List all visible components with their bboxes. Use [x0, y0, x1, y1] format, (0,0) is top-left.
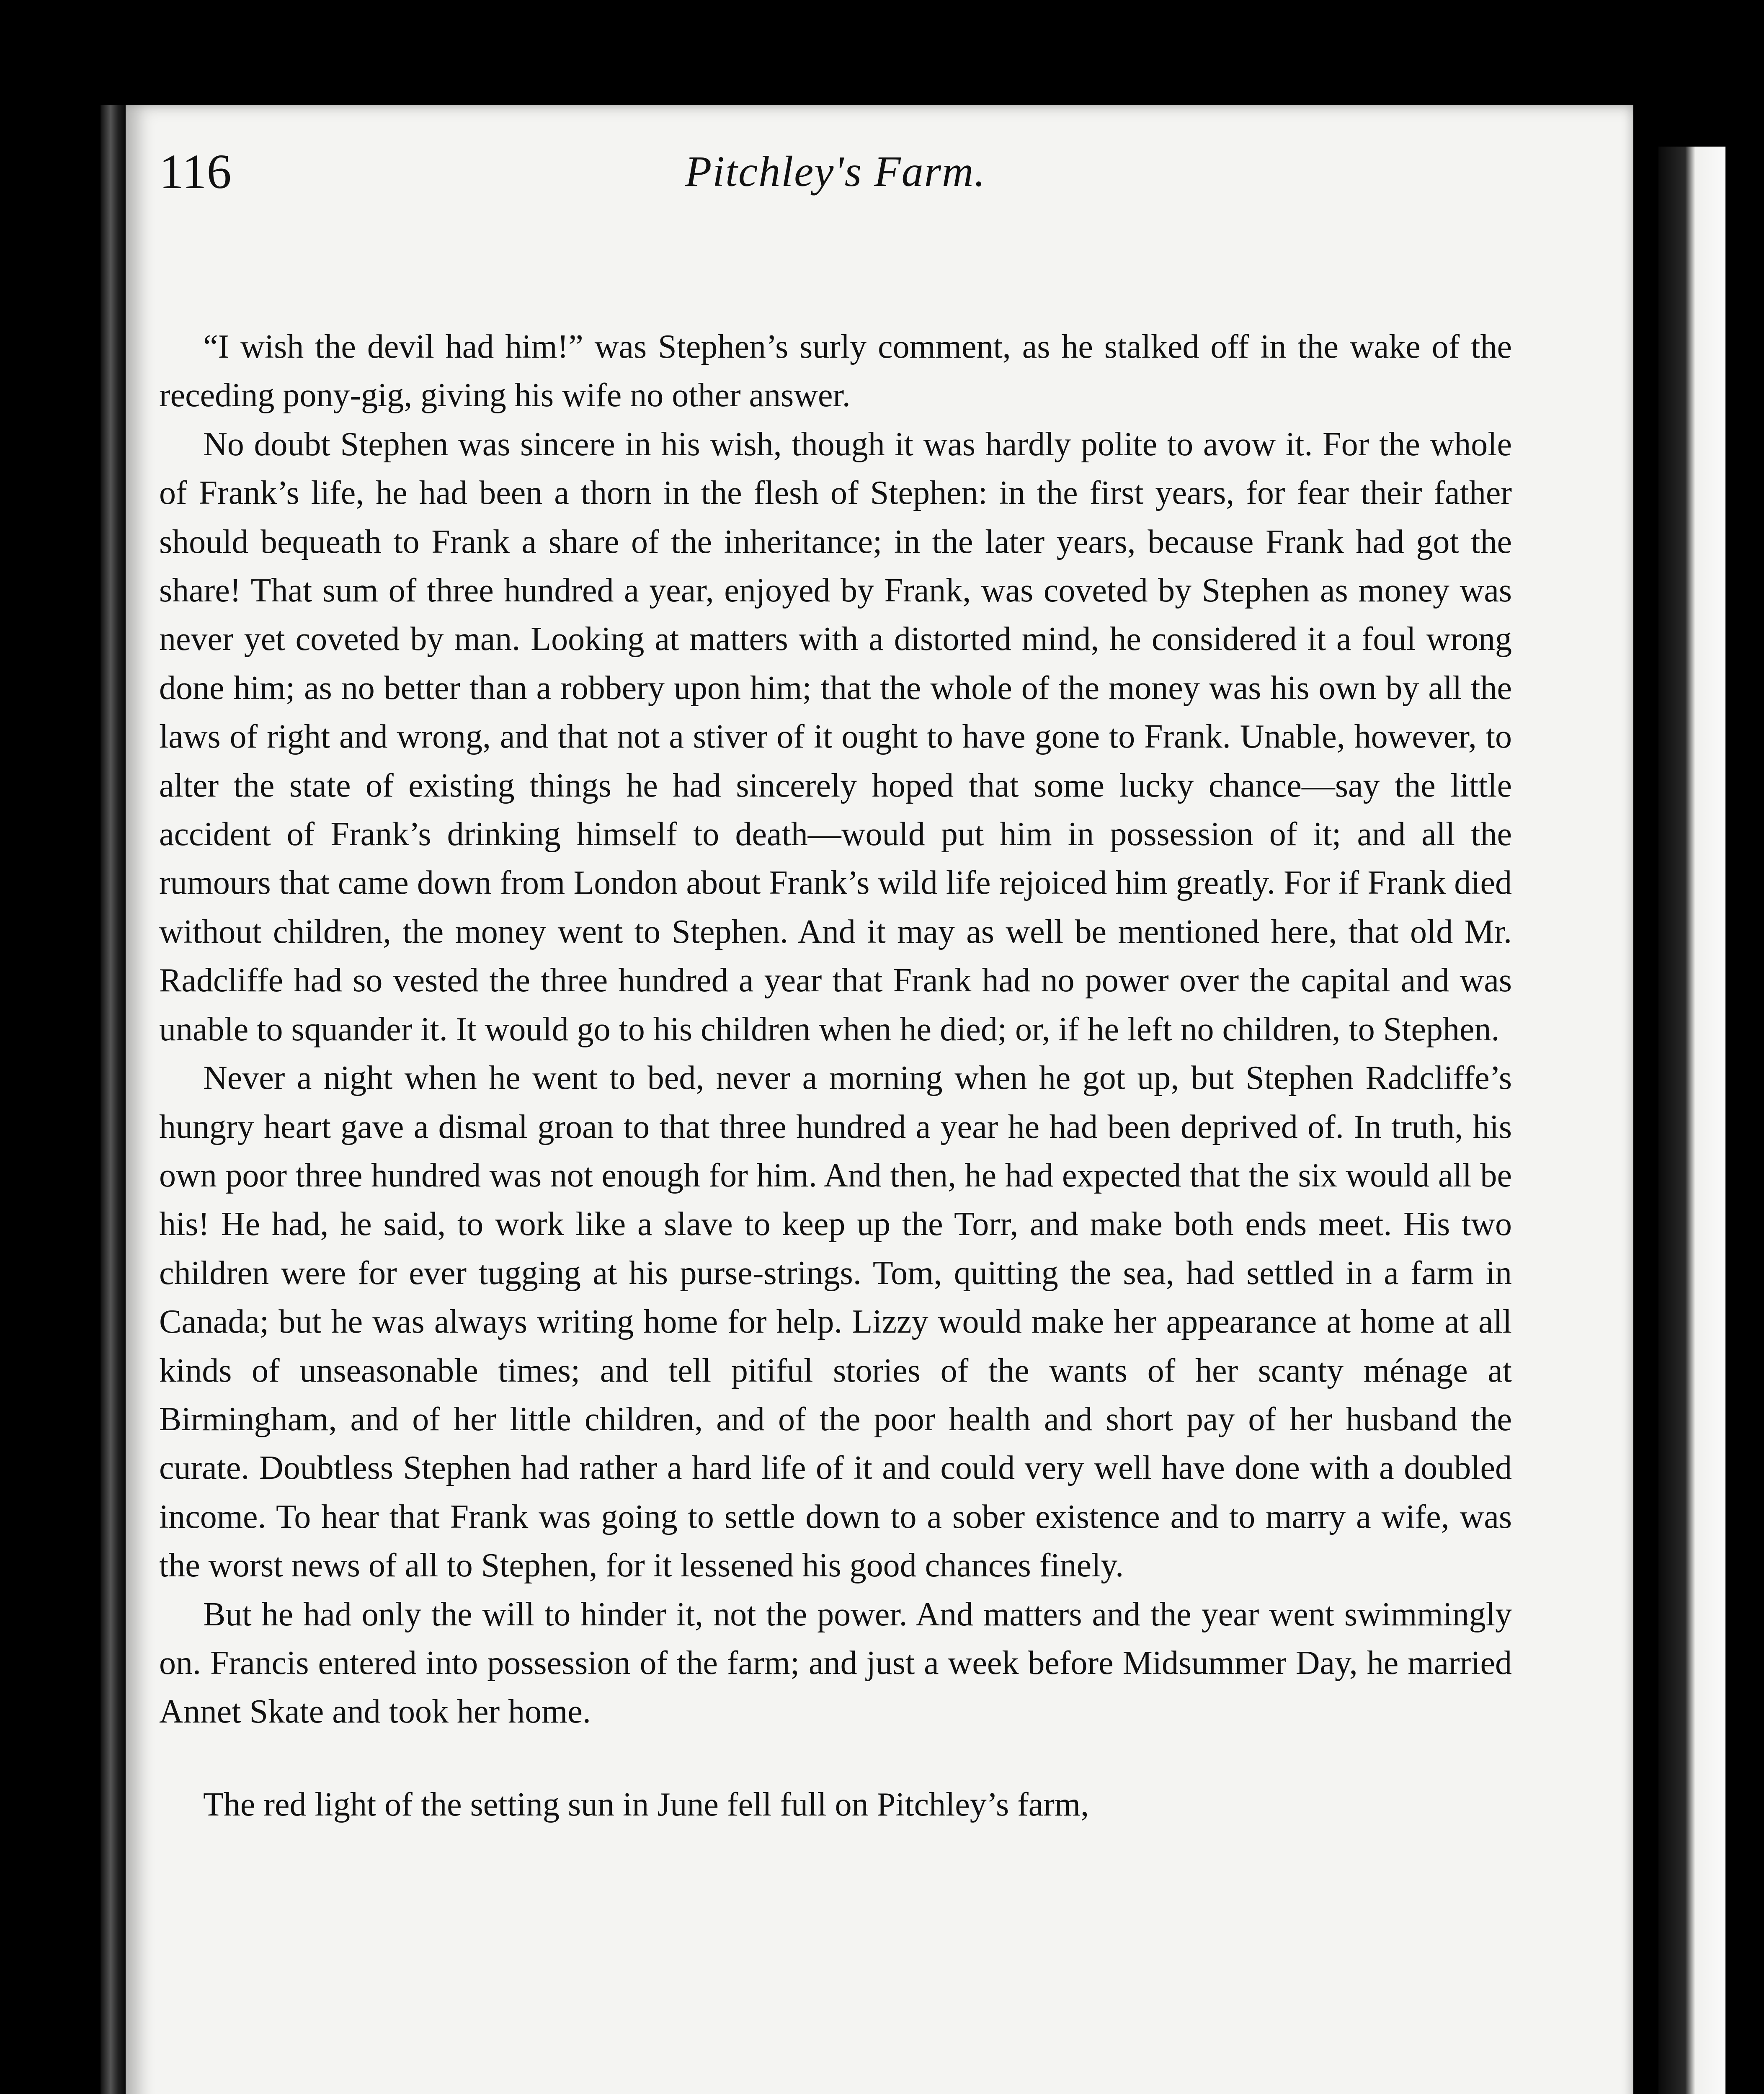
paragraph-3: Never a night when he went to bed, never a morning when he got up, but Stephen Radcliffe’s hungry heart gave a dismal groan to that three hundred a year he had been deprived of. In truth, his own poor three hundred was not enough for him. And then, he had expected that the six would all be his! He had, he said, to work like a slave to keep up the Torr, and make both ends meet. His two children were for ever tugging at his purse-strings. Tom, quitting the sea, had settled in a farm in Canada; but he was always writing home for help. Lizzy would make her appearance at home at all kinds of unseasonable times; and tell pitiful stories of the wants of her scanty ménage at Birmingham, and of her little children, and of the poor health and short pay of her husband the curate. Doubtless Stephen had rather a hard life of it and could very well have done with a doubled income. To hear that Frank was going to settle down to a sober existence and to marry a wife, was the worst news of all to Stephen, for it lessened his good chances finely.: [159, 1060, 1512, 1584]
running-title: Pitchley's Farm.: [685, 147, 986, 196]
page-number: 116: [159, 144, 232, 199]
body-text: [159, 322, 1512, 1829]
paragraph-4: But he had only the will to hinder it, not the power. And matters and the year went swimmingly on. Francis entered into possession of the farm; and just a week before Midsummer Day, he married Annet Skate and took her home.: [159, 1596, 1512, 1730]
paragraph-2: No doubt Stephen was sincere in his wish, though it was hardly polite to avow it. For the whole of Frank’s life, he had been a thorn in the flesh of Stephen: in the first years, for fear their father should bequeath to Frank a share of the inheritance; in the later years, because Frank had got the share! That sum of three hundred a year, enjoyed by Frank, was coveted by Stephen as money was never yet coveted by man. Looking at matters with a distorted mind, he considered it a foul wrong done him; as no better than a robbery upon him; that the whole of the money was his own by all the laws of right and wrong, and that not a stiver of it ought to have gone to Frank. Unable, however, to alter the state of existing things he had sincerely hoped that some lucky chance—say the little accident of Frank’s drinking himself to death—would put him in possession of it; and all the rumours that came down from London about Frank’s wild life rejoiced him greatly. For if Frank died without children, the money went to Stephen. And it may as well be mentioned here, that old Mr. Radcliffe had so vested the three hundred a year that Frank had no power over the capital and was unable to squander it. It would go to his children when he died; or, if he left no children, to Stephen.: [159, 426, 1512, 1048]
paragraph-5: The red light of the setting sun in June fell full on Pitchley’s farm,: [203, 1786, 1089, 1823]
paragraph-1: “I wish the devil had him!” was Stephen’s surly comment, as he stalked off in the wake of the receding pony-gig, giving his wife no other answer.: [159, 328, 1512, 414]
book-binding-edge: [101, 105, 126, 2094]
facing-page-edge: [1658, 147, 1725, 2094]
page-header: [159, 138, 1512, 205]
